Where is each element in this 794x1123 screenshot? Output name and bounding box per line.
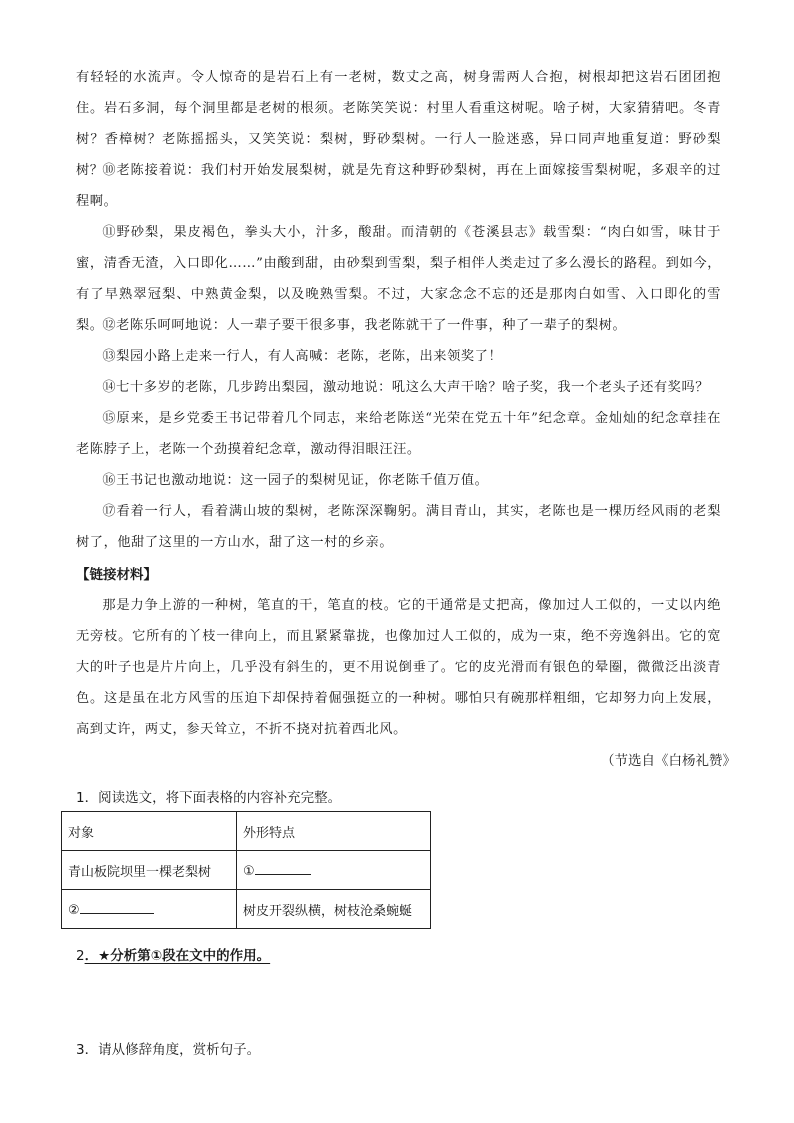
- table-cell-answer-2[interactable]: [62, 890, 237, 929]
- paragraph-12: ⑫老陈乐呵呵地说：人一辈子要干很多事，我老陈就干了一件事，种了一辈子的梨树。: [102, 318, 627, 333]
- table-cell-object-1: 青山板院坝里一棵老梨树: [62, 851, 237, 890]
- question-1: 1．阅读选文，将下面表格的内容补充完整。: [76, 790, 342, 806]
- question-2-text: ．★分析第①段在文中的作用。: [84, 948, 271, 964]
- source-citation: （节选自《白杨礼赞》: [601, 753, 736, 769]
- paragraph-17: ⑰看着一行人，看着满山坡的梨树，老陈深深鞠躬。满目青山，其实，老陈也是一棵历经风雨的老梨树了，他甜了这里的一方山水，甜了这一村的乡亲。: [76, 504, 721, 550]
- answer-table: [61, 811, 431, 929]
- table-row: [62, 890, 431, 929]
- table-row: [62, 812, 431, 851]
- paragraph-10: ⑩老陈接着说：我们村开始发展梨树，就是先育这种野砂梨树，再在上面嫁接雪梨树呢，多艰辛的过程啊。: [76, 163, 721, 209]
- table-header-feature: 外形特点: [237, 812, 431, 851]
- link-material-text: 那是力争上游的一种树，笔直的干，笔直的枝。它的干通常是丈把高，像加过人工似的，一丈以内绝无旁枝。它所有的丫枝一律向上，而且紧紧靠拢，也像加过人工似的，成为一束，绝不旁逸斜出。它的宽大的叶子也是片片向上，几乎没有斜生的，更不用说倒垂了。它的皮光滑而有银色的晕圈，微微泛出淡青色。这是虽在北方风雪的压迫下却保持着倔强挺立的一种树。哪怕只有碗那样粗细，它却努力向上发展，高到丈许，两丈，参天耸立，不折不挠对抗着西北风。: [76, 598, 721, 737]
- table-cell-feature-2: 树皮开裂纵横，树枝沧桑蜿蜒: [237, 890, 431, 929]
- table-row: [62, 851, 431, 890]
- table-header-object: 对象: [62, 812, 237, 851]
- paragraph-16: ⑯王书记也激动地说：这一园子的梨树见证，你老陈千值万值。: [102, 473, 489, 488]
- blank-marker-2: ②: [68, 902, 80, 918]
- blank-marker-1: ①: [243, 863, 255, 879]
- paragraph-continued: 有轻轻的水流声。令人惊奇的是岩石上有一老树，数丈之高，树身需两人合抱，树根却把这岩石团团抱住。岩石多洞，每个洞里都是老树的根须。老陈笑笑说：村里人看重这树呢。啥子树，大家猜猜吧。冬青树？香樟树？老陈摇摇头，又笑笑说：梨树，野砂梨树。一行人一脸迷惑，异口同声地重复道：野砂梨树？: [76, 70, 721, 178]
- link-material-title: 【链接材料】: [76, 567, 157, 583]
- question-3: 3．请从修辞角度，赏析句子。: [76, 1042, 261, 1058]
- table-cell-answer-1[interactable]: [237, 851, 431, 890]
- answer-blank-1[interactable]: [255, 862, 311, 875]
- question-2-number: 2: [76, 948, 85, 964]
- paragraph-14: ⑭七十多岁的老陈，几步跨出梨园，激动地说：吼这么大声干啥？啥子奖，我一个老头子还有奖吗？: [102, 380, 710, 395]
- answer-blank-2[interactable]: [80, 901, 154, 914]
- paragraph-13: ⑬梨园小路上走来一行人，有人高喊：老陈，老陈，出来领奖了！: [102, 349, 503, 364]
- question-2: [76, 944, 270, 964]
- paragraph-11: ⑪野砂梨，果皮褐色，拳头大小，汁多，酸甜。而清朝的《苍溪县志》载雪梨：“肉白如雪，味甘于蜜，清香无渣，入口即化……”由酸到甜，由砂梨到雪梨，梨子相伴人类走过了多么漫长的路程。到如今，有了早熟翠冠梨、中熟黄金梨，以及晚熟雪梨。不过，大家念念不忘的还是那肉白如雪、入口即化的雪梨。: [76, 225, 721, 333]
- paragraph-15: ⑮原来，是乡党委王书记带着几个同志，来给老陈送“光荣在党五十年”纪念章。金灿灿的纪念章挂在老陈脖子上，老陈一个劲摸着纪念章，激动得泪眼汪汪。: [76, 411, 721, 457]
